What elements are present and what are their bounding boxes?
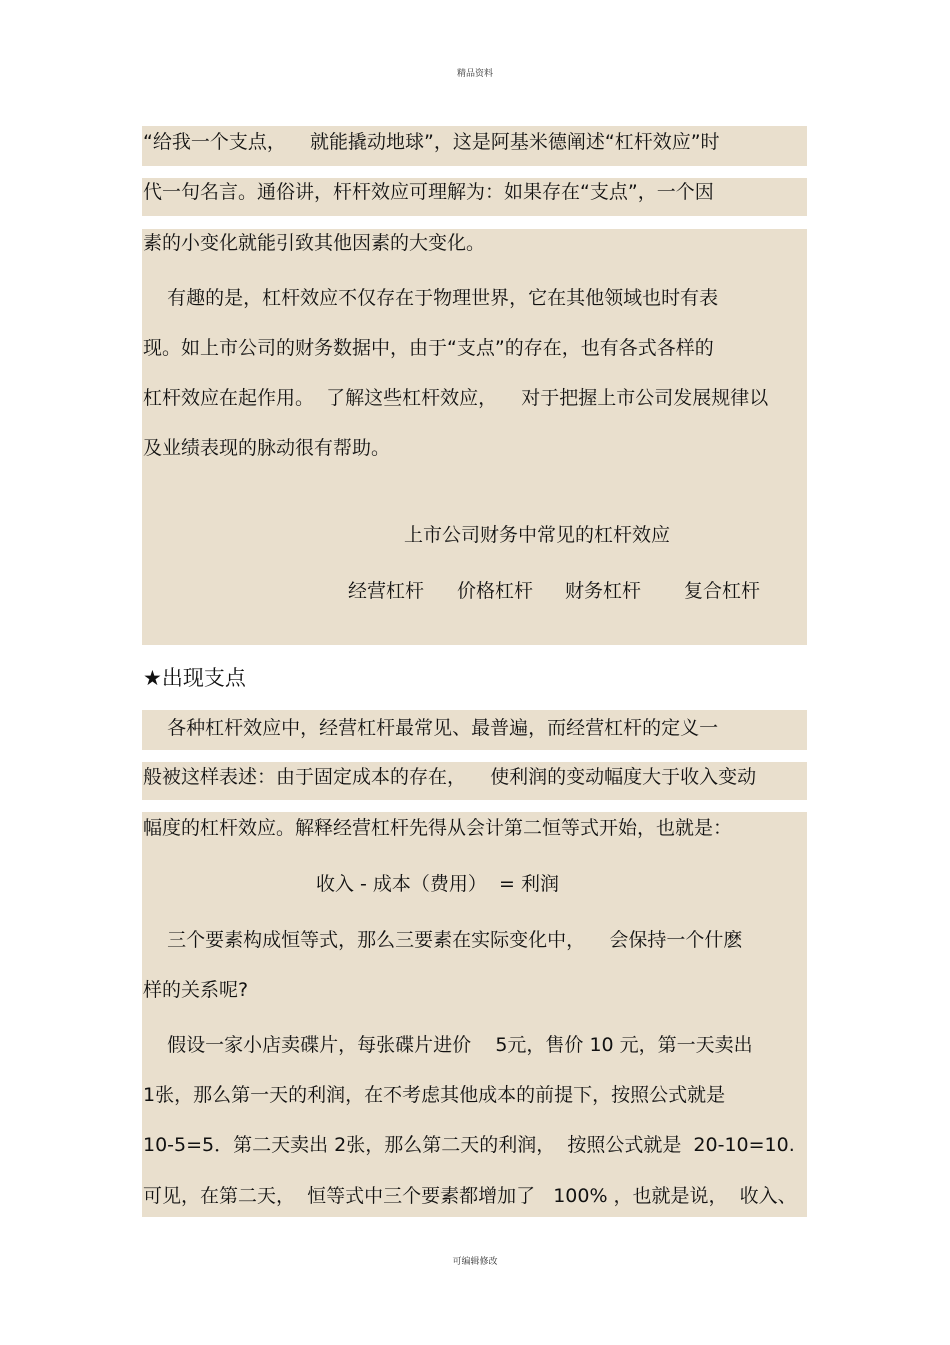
leverage-item-price: 价格杠杆 [457,580,534,602]
paragraph-1-line-1: “给我一个支点， 就能撬动地球”，这是阿基米德阐述“杠杆效应”时 [143,131,720,153]
paragraph-2-line-3: 杠杆效应在起作用。 了解这些杠杆效应， 对于把握上市公司发展规律以 [143,387,769,409]
leverage-item-composite: 复合杠杆 [684,580,761,602]
leverage-item-operating: 经营杠杆 [348,580,425,602]
paragraph-1-line-2: 代一句名言。通俗讲，杆杆效应可理解为：如果存在“支点”，一个因 [143,181,714,203]
paragraph-5-line-1: 假设一家小店卖碟片，每张碟片进价 5元，售价 10 元，第一天卖出 [143,1034,753,1056]
paragraph-2-line-1: 有趣的是，杠杆效应不仅存在于物理世界，它在其他领域也时有表 [143,287,719,309]
paragraph-5-line-2: 1张，那么第一天的利润，在不考虑其他成本的前提下，按照公式就是 [143,1084,726,1106]
page-footer: 可编辑修改 [452,1257,498,1267]
leverage-item-financial: 财务杠杆 [565,580,642,602]
paragraph-3-line-1: 各种杠杆效应中，经营杠杆最常见、最普遍，而经营杠杆的定义一 [143,717,719,739]
section-heading: ★出现支点 [143,666,246,690]
paragraph-4-line-1: 三个要素构成恒等式，那么三要素在实际变化中， 会保持一个什麽 [143,929,743,951]
paragraph-3-line-2: 般被这样表述：由于固定成本的存在， 使利润的变动幅度大于收入变动 [143,766,757,788]
paragraph-5-line-3: 10-5=5．第二天卖出 2张，那么第二天的利润， 按照公式就是 20-10=10. [143,1134,795,1156]
page-header: 精品资料 [456,69,493,79]
accounting-formula: 收入 - 成本（费用） = 利润 [316,873,559,895]
paragraph-2-line-2: 现。如上市公司的财务数据中，由于“支点”的存在，也有各式各样的 [143,337,714,359]
paragraph-4-line-2: 样的关系呢? [143,979,249,1001]
paragraph-1-line-3: 素的小变化就能引致其他因素的大变化。 [143,232,486,254]
leverage-diagram-title: 上市公司财务中常见的杠杆效应 [404,524,671,546]
paragraph-3-line-3: 幅度的杠杆效应。解释经营杠杆先得从会计第二恒等式开始，也就是： [143,817,733,839]
paragraph-5-line-4: 可见，在第二天， 恒等式中三个要素都增加了 100% ，也就是说， 收入、 [143,1185,797,1207]
paragraph-2-line-4: 及业绩表现的脉动很有帮助。 [143,437,391,459]
